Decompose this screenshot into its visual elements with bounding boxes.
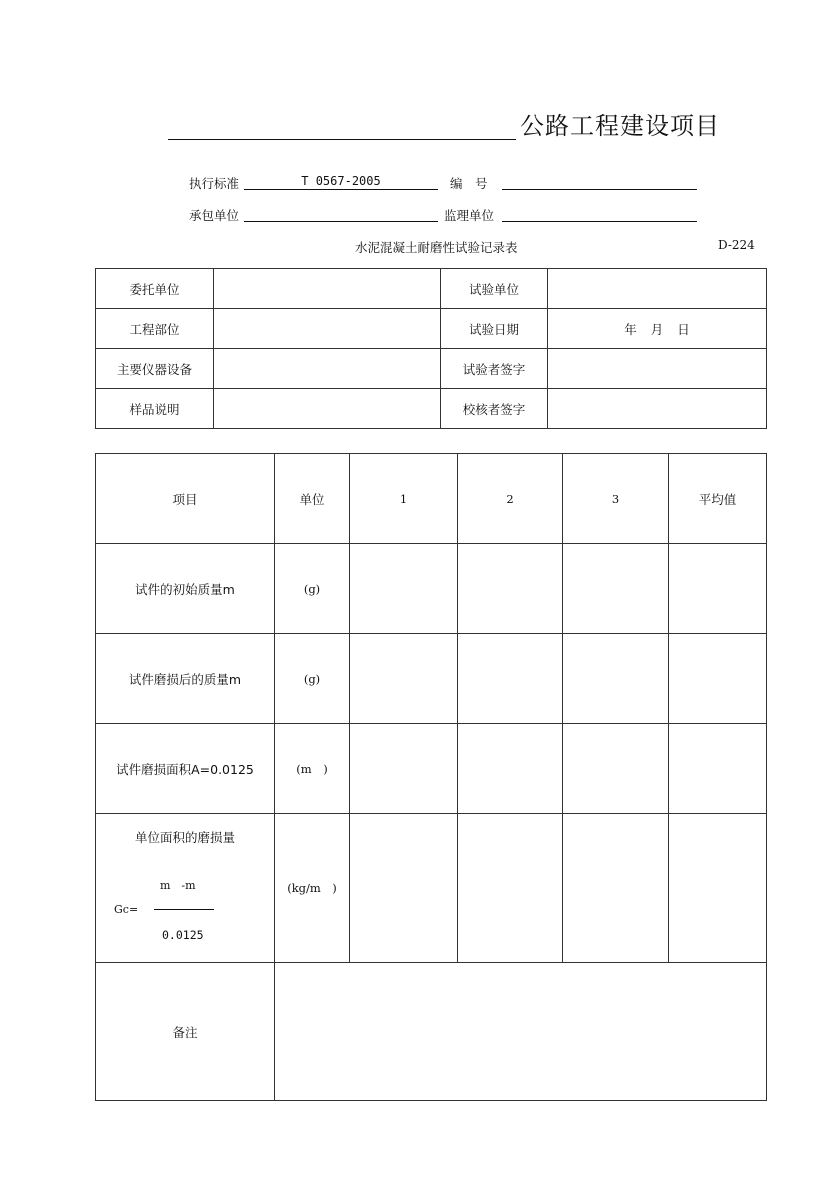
info-left-value[interactable]: [214, 349, 441, 389]
row-value-1[interactable]: [350, 814, 458, 963]
standard-label: 执行标准: [189, 176, 240, 191]
formula-cell: [96, 814, 275, 963]
info-right-value[interactable]: [548, 389, 767, 429]
info-left-value[interactable]: [214, 309, 441, 349]
project-name-underline: [168, 139, 516, 140]
number-underline: [502, 189, 697, 190]
row-item: 试件磨损后的质量m: [96, 634, 275, 724]
date-day: 日: [677, 321, 690, 337]
row-value-3[interactable]: [563, 814, 669, 963]
remarks-row: [96, 963, 767, 1101]
info-left-label: 主要仪器设备: [96, 349, 214, 389]
date-month: 月: [650, 321, 664, 337]
row-value-1[interactable]: [350, 634, 458, 724]
row-value-1[interactable]: [350, 544, 458, 634]
row-value-3[interactable]: [563, 724, 669, 814]
header-row: [96, 454, 767, 544]
row-value-2[interactable]: [458, 634, 563, 724]
form-code: D-224: [718, 238, 755, 252]
row-item: 试件的初始质量m: [96, 544, 275, 634]
page-title: 公路工程建设项目: [520, 112, 720, 140]
row-average[interactable]: [669, 814, 767, 963]
info-row: [96, 309, 767, 349]
row-unit: (g): [275, 544, 350, 634]
info-row: [96, 269, 767, 309]
info-left-label: 工程部位: [96, 309, 214, 349]
info-right-label: 校核者签字: [441, 389, 548, 429]
info-left-value[interactable]: [214, 389, 441, 429]
header-average: 平均值: [669, 454, 767, 544]
number-label: 编 号: [450, 176, 488, 191]
info-left-value[interactable]: [214, 269, 441, 309]
row-value-2[interactable]: [458, 814, 563, 963]
contractor-label: 承包单位: [189, 208, 240, 223]
info-right-label: 试验单位: [441, 269, 548, 309]
info-right-label: 试验者签字: [441, 349, 548, 389]
contractor-underline: [244, 221, 438, 222]
fraction-bar: [154, 909, 214, 910]
row-value-3[interactable]: [563, 634, 669, 724]
info-row: [96, 389, 767, 429]
standard-value[interactable]: T 0567-2005: [301, 174, 381, 188]
row-value-1[interactable]: [350, 724, 458, 814]
row-value-2[interactable]: [458, 544, 563, 634]
info-row: [96, 349, 767, 389]
form-caption: 水泥混凝土耐磨性试验记录表: [355, 240, 518, 255]
date-year: 年: [624, 321, 637, 337]
row-item: 试件磨损面积A=0.0125: [96, 724, 275, 814]
header-item: 项目: [96, 454, 275, 544]
row-unit: (g): [275, 634, 350, 724]
header-sample-1: 1: [350, 454, 458, 544]
formula-row: [96, 814, 767, 963]
row-average[interactable]: [669, 634, 767, 724]
row-average[interactable]: [669, 724, 767, 814]
remarks-label: 备注: [96, 963, 275, 1101]
formula-denominator: 0.0125: [162, 928, 204, 942]
info-right-value[interactable]: [548, 269, 767, 309]
info-right-value[interactable]: [548, 349, 767, 389]
info-left-label: 样品说明: [96, 389, 214, 429]
supervisor-underline: [502, 221, 697, 222]
header-sample-2: 2: [458, 454, 563, 544]
test-date-value[interactable]: [548, 309, 767, 349]
table-row: [96, 634, 767, 724]
row-value-2[interactable]: [458, 724, 563, 814]
supervisor-label: 监理单位: [444, 208, 495, 223]
standard-underline: [244, 189, 438, 190]
table-row: [96, 544, 767, 634]
header-unit: 单位: [275, 454, 350, 544]
remarks-value[interactable]: [275, 963, 767, 1101]
data-table: [95, 453, 767, 1101]
row-average[interactable]: [669, 544, 767, 634]
table-row: [96, 724, 767, 814]
row-unit: (m ): [275, 724, 350, 814]
header-sample-3: 3: [563, 454, 669, 544]
row-unit: (kg/m ): [275, 814, 350, 963]
formula-numerator: m -m: [160, 879, 196, 892]
formula-lhs: Gc=: [114, 903, 139, 916]
formula-title: 单位面积的磨损量: [134, 830, 235, 845]
info-table: [95, 268, 767, 429]
row-value-3[interactable]: [563, 544, 669, 634]
info-left-label: 委托单位: [96, 269, 214, 309]
info-right-label: 试验日期: [441, 309, 548, 349]
